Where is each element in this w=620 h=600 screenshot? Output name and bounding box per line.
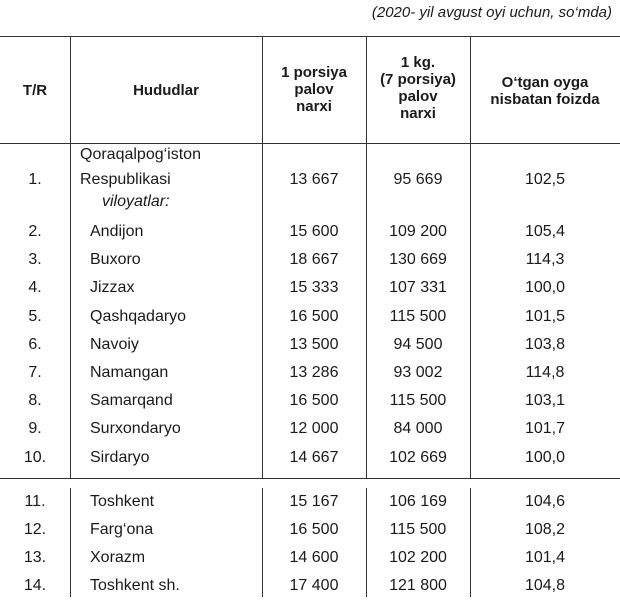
header-percent — [470, 74, 620, 108]
row-number: 8. — [28, 392, 42, 410]
region-cell: Sirdaryo — [90, 448, 150, 466]
percent-cell: 101,7 — [524, 420, 566, 438]
row-number: 14. — [23, 577, 47, 594]
header-price-portion-line: palov — [294, 81, 334, 98]
price-kg-cell: 95 669 — [393, 171, 443, 188]
price-portion-cell: 15 167 — [289, 493, 339, 510]
percent-cell: 108,2 — [524, 521, 566, 538]
region-cell: Andijon — [90, 223, 144, 240]
row-number: 10. — [23, 448, 47, 466]
region-cell: Toshkent sh. — [90, 577, 180, 594]
region-cell: Samarqand — [90, 392, 173, 410]
table-row — [0, 546, 620, 572]
price-portion-cell: 13 500 — [289, 335, 339, 353]
table-row — [0, 333, 620, 359]
header-price-portion-line: narxi — [296, 98, 332, 115]
row-number: 12. — [23, 521, 47, 538]
row-number: 11. — [24, 493, 46, 510]
percent-cell: 100,0 — [524, 279, 566, 297]
row-number: 3. — [28, 251, 42, 269]
header-price-portion — [262, 64, 366, 115]
header-price-kg-line: palov — [398, 88, 438, 105]
table-row — [0, 446, 620, 472]
header-tr: T/R — [22, 82, 48, 99]
table-caption: (2020- yil avgust oyi uchun, so‘mda) — [371, 4, 612, 21]
table-row — [0, 518, 620, 544]
header-percent-line: O‘tgan oyga — [501, 74, 589, 91]
header-price-portion-line: 1 porsiya — [281, 64, 347, 81]
price-kg-cell: 84 000 — [393, 420, 443, 438]
table-row — [0, 220, 620, 246]
percent-cell: 101,4 — [524, 549, 566, 566]
price-kg-cell: 107 331 — [389, 279, 447, 297]
price-portion-cell: 18 667 — [289, 251, 339, 269]
region-cell: Surxondaryo — [90, 420, 181, 438]
region-cell: Buxoro — [90, 251, 141, 269]
price-portion-cell: 16 500 — [289, 521, 339, 538]
header-price-kg-line: narxi — [400, 105, 436, 122]
price-kg-cell: 115 500 — [389, 307, 447, 325]
price-portion-cell: 13 286 — [289, 364, 339, 381]
price-kg-cell: 102 200 — [389, 549, 447, 566]
row-number: 5. — [28, 307, 42, 325]
price-kg-cell: 115 500 — [389, 392, 447, 410]
region-cell: Navoiy — [90, 335, 139, 353]
region-cell-line2: Respublikasi — [80, 171, 171, 188]
price-portion-cell: 16 500 — [289, 392, 339, 410]
row-number: 4. — [28, 279, 42, 297]
table-row — [0, 574, 620, 600]
header-price-kg-line: 1 kg. — [400, 54, 436, 71]
subheading-text: viloyatlar: — [102, 193, 170, 210]
row-number: 9. — [28, 420, 42, 438]
price-portion-cell: 13 667 — [289, 171, 339, 188]
table-row — [0, 417, 620, 443]
price-kg-cell: 130 669 — [389, 251, 447, 269]
row-number: 2. — [28, 223, 42, 240]
table-row — [0, 389, 620, 415]
price-kg-cell: 94 500 — [393, 335, 443, 353]
price-portion-cell: 16 500 — [289, 307, 339, 325]
header-price-kg — [366, 54, 470, 122]
row-number: 1. — [28, 171, 42, 188]
price-kg-cell: 109 200 — [389, 223, 447, 240]
rule-top — [0, 36, 620, 37]
percent-cell: 103,1 — [524, 392, 566, 410]
percent-cell: 105,4 — [524, 223, 566, 240]
price-kg-cell: 115 500 — [389, 521, 447, 538]
price-portion-cell: 15 600 — [289, 223, 339, 240]
region-cell: Toshkent — [90, 493, 155, 510]
table-row — [0, 305, 620, 331]
price-portion-cell: 15 333 — [289, 279, 339, 297]
percent-cell: 114,3 — [525, 251, 565, 269]
percent-cell: 104,8 — [524, 577, 566, 594]
table-row — [0, 276, 620, 302]
price-portion-cell: 17 400 — [289, 577, 339, 594]
region-cell: Xorazm — [90, 549, 146, 566]
table-row — [0, 143, 620, 203]
table-row — [0, 361, 620, 387]
price-kg-cell: 121 800 — [389, 577, 447, 594]
row-number: 13. — [23, 549, 47, 566]
percent-cell: 101,5 — [524, 307, 566, 325]
price-kg-cell: 102 669 — [389, 448, 447, 466]
row-number: 6. — [28, 335, 42, 353]
region-cell: Jizzax — [90, 279, 135, 297]
region-cell: Qashqadaryo — [90, 307, 187, 325]
price-kg-cell: 93 002 — [393, 364, 443, 381]
percent-cell: 114,8 — [525, 364, 565, 381]
price-kg-cell: 106 169 — [389, 493, 447, 510]
region-cell: Farg‘ona — [90, 521, 154, 538]
price-portion-cell: 14 667 — [289, 448, 339, 466]
table-row — [0, 490, 620, 516]
percent-cell: 102,5 — [524, 171, 566, 188]
table-row — [0, 248, 620, 274]
price-portion-cell: 12 000 — [289, 420, 339, 438]
header-percent-line: nisbatan foizda — [490, 91, 600, 108]
region-cell-line1: Qoraqalpog‘iston — [80, 146, 201, 163]
percent-cell: 104,6 — [524, 493, 566, 510]
rule-group-divider — [0, 478, 620, 479]
percent-cell: 100,0 — [524, 448, 566, 466]
percent-cell: 103,8 — [524, 335, 566, 353]
row-number: 7. — [28, 364, 42, 381]
header-region: Hududlar — [133, 82, 199, 99]
price-portion-cell: 14 600 — [289, 549, 339, 566]
header-price-kg-line: (7 porsiya) — [380, 71, 456, 88]
region-cell: Namangan — [90, 364, 169, 381]
